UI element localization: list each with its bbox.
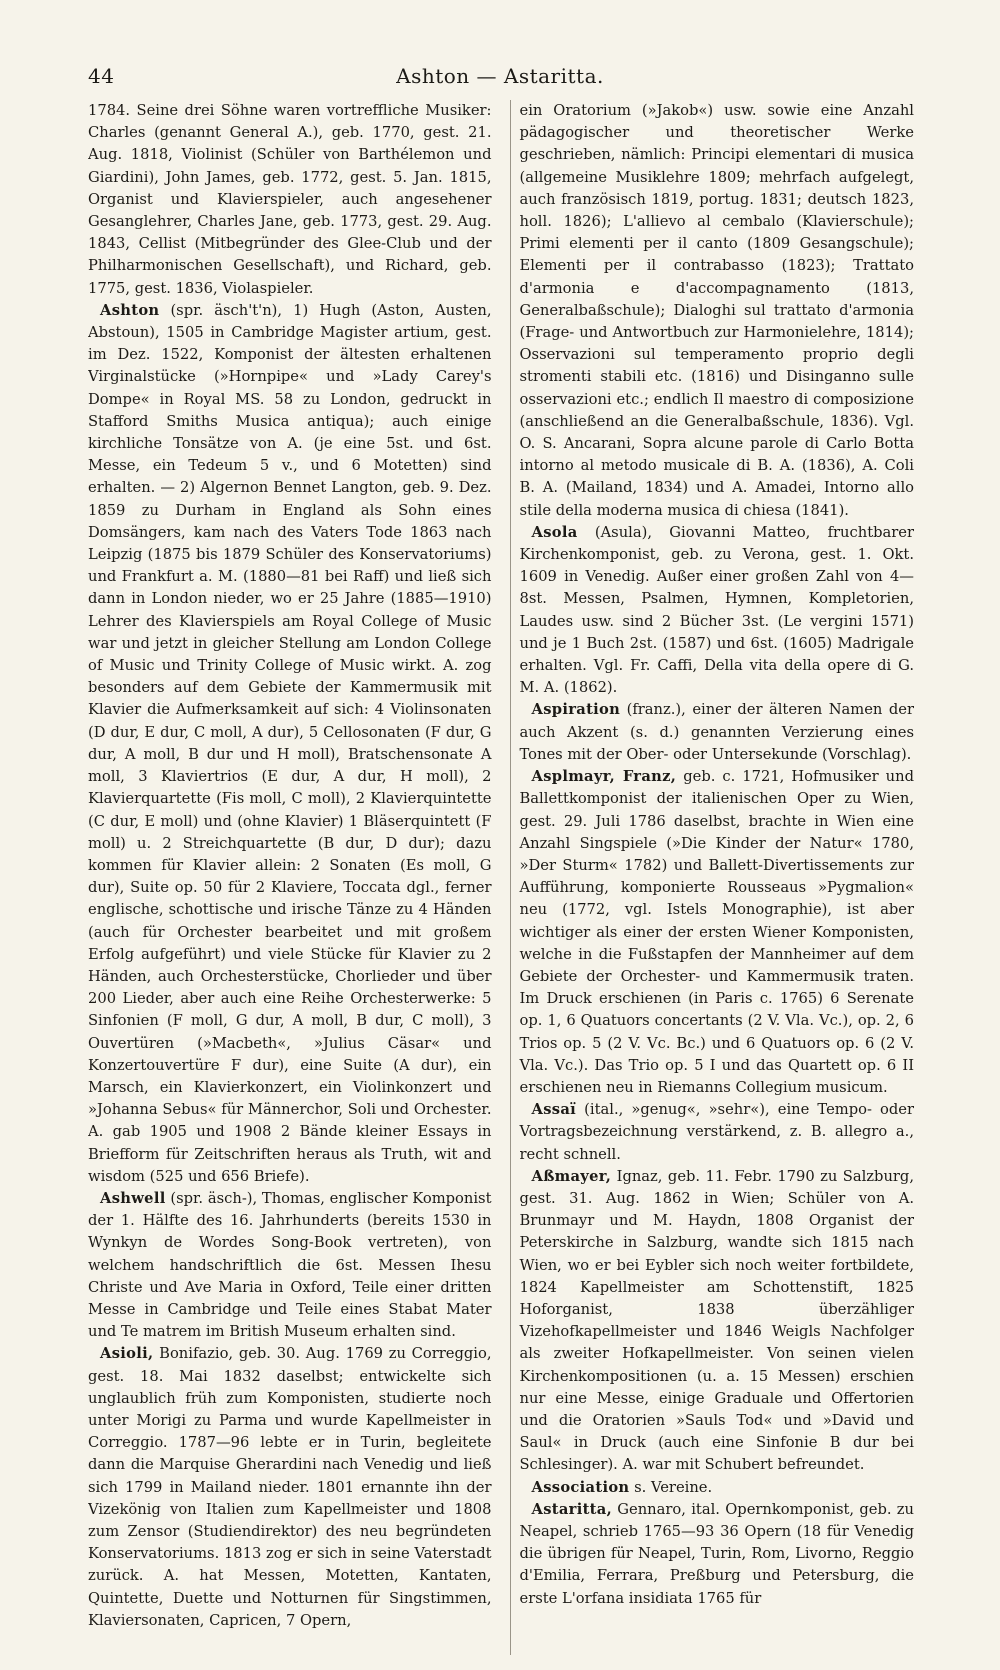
entry-text: Ignaz, geb. 11. Febr. 1790 zu Salzburg, gest. 31. Aug. 1862 in Wien; Schüler von A. Brunmayr und M. Haydn, 1808 Organist der Peterskirche in Salzburg, wandte sich 1815 nach Wien, wo er bei Eybler sich noch weiter fortbildete, 1824 Kapellmeister am Schottenstift, 1825 Hoforganist, 1838 überzähliger Vizehofkapellmeister und 1846 Weigls Nachfolger als zweiter Hofkapellmeister. Von seinen vielen Kirchenkompositionen (u. a. 15 Messen) erschien nur eine Messe, einige Graduale und Offertorien und die Oratorien »Sauls Tod« und »David und Saul« in Druck (auch eine Sinfonie B dur bei Schlesinger). A. war mit Schubert befreundet.: [519, 1167, 914, 1474]
entry-association: [520, 1477, 915, 1499]
entry-text: Gennaro, ital. Opernkomponist, geb. zu Neapel, schrieb 1765—93 36 Opern (18 für Venedig die übrigen für Neapel, Turin, Rom, Livorno, Reggio d'Emilia, Ferrara, Preßburg und Petersburg, die erste L'orfana insidiata 1765 für: [519, 1500, 914, 1607]
entry-headword: Ashwell: [100, 1189, 166, 1207]
entry-headword: Ashton: [100, 301, 160, 319]
page-number: 44: [88, 64, 115, 88]
entry-asola: [520, 522, 915, 700]
entry-asioli: [88, 1343, 492, 1632]
entry-text: Bonifazio, geb. 30. Aug. 1769 zu Correggio, gest. 18. Mai 1832 daselbst; entwickelte sich unglaublich früh zum Komponisten, studierte noch unter Morigi zu Parma und wurde Kapellmeister in Correggio. 1787—96 lebte er in Turin, begleitete dann die Marquise Gherardini nach Venedig und ließ sich 1799 in Mailand nieder. 1801 ernannte ihn der Vizekönig von Italien zum Kapellmeister und 1808 zum Zensor (Studiendirektor) des neu begründeten Konservatoriums. 1813 zog er sich in seine Vaterstadt zurück. A. hat Messen, Motetten, Kantaten, Quintette, Duette und Notturnen für Singstimmen, Klaviersonaten, Capricen, 7 Opern,: [88, 1345, 492, 1629]
entry-text: (Asula), Giovanni Matteo, fruchtbarer Kirchenkomponist, geb. zu Verona, gest. 1. Okt. 1609 in Venedig. Außer einer großen Zahl von 4—8st. Messen, Psalmen, Hymnen, Kompletorien, Laudes usw. sind 2 Bücher 3st. (Le vergini 1571) und je 1 Buch 2st. (1587) und 6st. (1605) Madrigale erhalten. Vgl. Fr. Caffi, Della vita della opere di G. M. A. (1862).: [519, 523, 914, 697]
entry-headword: Asplmayr, Franz,: [531, 768, 677, 786]
entry-ashwell: [88, 1188, 492, 1343]
entry-assmayer: [520, 1166, 915, 1477]
text-columns: [88, 100, 914, 1655]
right-column: [510, 100, 915, 1655]
page-header: [88, 64, 912, 94]
entry-text: 1784. Seine drei Söhne waren vortreffliche Musiker: Charles (genannt General A.), geb. 1770, gest. 21. Aug. 1818, Violinist (Schüler von Barthélemon und Giardini), John James, geb. 1772, gest. 5. Jan. 1815, Organist und Klavierspieler, auch angesehener Gesanglehrer, Charles Jane, geb. 1773, gest. 29. Aug. 1843, Cellist (Mitbegründer des Glee-Club und der Philharmonischen Gesellschaft), und Richard, geb. 1775, gest. 1836, Violaspieler.: [88, 102, 492, 297]
entry-asplmayr: [520, 766, 915, 1099]
entry-headword: Aßmayer,: [531, 1167, 612, 1185]
entry-headword: Assaï: [531, 1101, 577, 1119]
entry-text: s. Vereine.: [634, 1478, 713, 1496]
entry: [88, 100, 492, 300]
left-column: [88, 100, 492, 1655]
entry-headword: Astaritta,: [531, 1500, 612, 1518]
entry-headword: Asioli,: [100, 1345, 154, 1363]
entry-text: ein Oratorium (»Jakob«) usw. sowie eine Anzahl pädagogischer und theoretischer Werke geschrieben, nämlich: Principi elementari di musica (allgemeine Musiklehre 1809; mehrfach aufgelegt, auch französisch 1819, portug. 1831; deutsch 1823, holl. 1826); L'allievo al cembalo (Klavierschule); Primi elementi per il canto (1809 Gesangschule); Elementi per il contrabasso (1823); Trattato d'armonia e d'accompagnamento (1813, Generalbaßschule); Dialoghi sul trattato d'armonia (Frage- und Antwortbuch zur Harmonielehre, 1814); Osservazioni sul temperamento proprio degli stromenti stabili etc. (1816) und Disinganno sulle osservazioni etc.; endlich Il maestro di composizione (anschließend an die Generalbaßschule, 1836). Vgl. O. S. Ancarani, Sopra alcune parole di Carlo Botta intorno al metodo musicale di B. A. (1836), A. Coli B. A. (Mailand, 1834) und A. Amadei, Intorno allo stile della moderna musica di chiesa (1841).: [519, 102, 914, 519]
entry-aspiration: [520, 699, 915, 766]
entry-text: (ital., »genug«, »sehr«), eine Tempo- oder Vortragsbezeichnung verstärkend, z. B. allegro a., recht schnell.: [519, 1101, 914, 1163]
entry-astaritta: [520, 1499, 915, 1610]
entry-text: (spr. äsch-), Thomas, englischer Komponist der 1. Hälfte des 16. Jahrhunderts (bereits 1530 in Wynkyn de Wordes Song-Book vertreten), von welchem handschriftlich die 6st. Messen Ihesu Christe und Ave Maria in Oxford, Teile einer dritten Messe in Cambridge und Teile eines Stabat Mater und Te matrem im British Museum erhalten sind.: [88, 1189, 492, 1341]
entry-text: (franz.), einer der älteren Namen der auch Akzent (s. d.) genannten Verzierung eines Tones mit der Ober- oder Untersekunde (Vorschlag).: [519, 701, 914, 763]
entry-assai: [520, 1099, 915, 1166]
running-head: Ashton — Astaritta.: [396, 64, 604, 88]
entry-ashton: [88, 300, 492, 1188]
entry-headword: Aspiration: [531, 701, 621, 719]
entry: [520, 100, 915, 522]
entry-headword: Asola: [531, 523, 578, 541]
entry-text: (spr. äsch't'n), 1) Hugh (Aston, Austen, Abstoun), 1505 in Cambridge Magister artium, gest. im Dez. 1522, Komponist der ältesten erhaltenen Virginalstücke (»Hornpipe« und »Lady Carey's Dompe« in Royal MS. 58 zu London, gedruckt in Stafford Smiths Musica antiqua); auch einige kirchliche Tonsätze von A. (je eine 5st. und 6st. Messe, ein Tedeum 5 v., und 6 Motetten) sind erhalten. — 2) Algernon Bennet Langton, geb. 9. Dez. 1859 zu Durham in England als Sohn eines Domsängers, kam nach des Vaters Tode 1863 nach Leipzig (1875 bis 1879 Schüler des Konservatoriums) und Frankfurt a. M. (1880—81 bei Raff) und ließ sich dann in London nieder, wo er 25 Jahre (1885—1910) Lehrer des Klavierspiels am Royal College of Music war und jetzt in gleicher Stellung am London College of Music und Trinity College of Music wirkt. A. zog besonders auf dem Gebiete der Kammermusik mit Klavier die Aufmerksamkeit auf sich: 4 Violinsonaten (D dur, E dur, C moll, A dur), 5 Cellosonaten (F dur, G dur, A moll, B dur und H moll), Bratschensonate A moll, 3 Klaviertrios (E dur, A dur, H moll), 2 Klavierquartette (Fis moll, C moll), 2 Klavierquintette (C dur, E moll) und (ohne Klavier) 1 Bläserquintett (F moll) u. 2 Streichquartette (B dur, D dur); dazu kommen für Klavier allein: 2 Sonaten (Es moll, G dur), Suite op. 50 für 2 Klaviere, Toccata dgl., ferner englische, schottische und irische Tänze zu 4 Händen (auch für Orchester bearbeitet und mit großem Erfolg aufgeführt) und viele Stücke für Klavier zu 2 Händen, auch Orchesterstücke, Chorlieder und über 200 Lieder, aber auch eine Reihe Orchesterwerke: 5 Sinfonien (F moll, G dur, A moll, B dur, C moll), 3 Ouvertüren (»Macbeth«, »Julius Cäsar« und Konzertouvertüre F dur), eine Suite (A dur), ein Marsch, ein Klavierkonzert, ein Violinkonzert und »Johanna Sebus« für Männerchor, Soli und Orchester. A. gab 1905 und 1908 2 Bände kleiner Essays in Briefform für Zeitschriften heraus als Truth, wit and wisdom (525 und 656 Briefe).: [88, 301, 492, 1185]
entry-text: geb. c. 1721, Hofmusiker und Ballettkomponist der italienischen Oper zu Wien, gest. 29. Juli 1786 daselbst, brachte in Wien eine Anzahl Singspiele (»Die Kinder der Natur« 1780, »Der Sturm« 1782) und Ballett-Divertissements zur Aufführung, komponierte Rousseaus »Pygmalion« neu (1772, vgl. Istels Monographie), ist aber wichtiger als einer der ersten Wiener Komponisten, welche in die Fußstapfen der Mannheimer auf dem Gebiete der Orchester- und Kammermusik traten. Im Druck erschienen (in Paris c. 1765) 6 Serenate op. 1, 6 Quatuors concertants (2 V. Vla. Vc.), op. 2, 6 Trios op. 5 (2 V. Vc. Bc.) und 6 Quatuors op. 6 (2 V. Vla. Vc.). Das Trio op. 5 I und das Quartett op. 6 II erschienen neu in Riemanns Collegium musicum.: [519, 768, 914, 1096]
entry-headword: Association: [531, 1478, 630, 1496]
